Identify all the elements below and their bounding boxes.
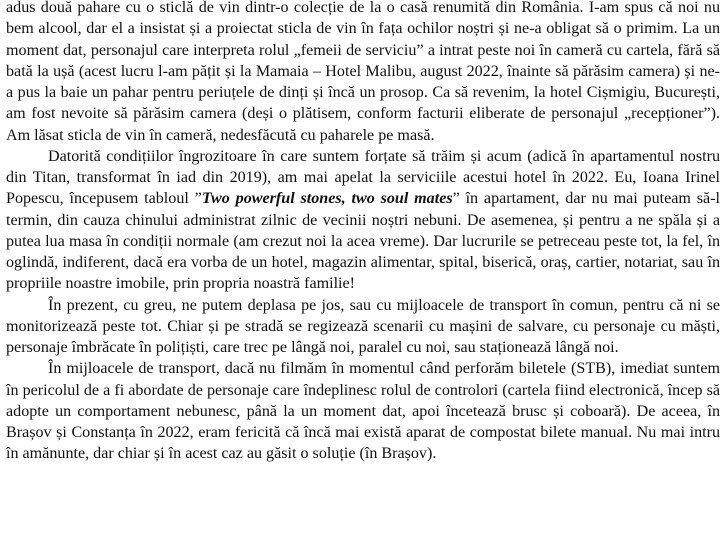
painting-title: Two powerful stones, two soul mates (201, 190, 453, 208)
paragraph-hotel-cismigiu: adus două pahare cu o sticlă de vin dintr-o colecție de la o casă renumită din România. I-am spus că noi nu bem alcool, dar el a insistat și a proiectat sticla de vin în fața ochilor noștri și ne-a obligat să o primim. La un moment dat, personajul care interpreta rolul „femeii de serviciu” a intrat peste noi în cameră cu cartela, fără să bată la ușă (acest lucru l-am pățit și la Mamaia – Hotel Malibu, august 2022, înainte să părăsim camera) și ne-a pus la baie un pahar pentru periuțele de dinți și încă un prosop. Ca să revenim, la hotel Cișmigiu, București, am fost nevoite să părăsim camera (deși o plătisem, conform facturii eliberate de personajul „recepționer”). Am lăsat sticla de vin în cameră, nedesfăcută cu paharele pe masă. (6, 0, 720, 144)
paragraph-painting-text-before: Datorită condițiilor îngrozitoare în care suntem forțate să trăim și acum (adică în apartamentul nostru din Titan, transformat în iad din 2019), am mai apelat la serviciile acestui hotel în 2022. Eu, Ioana Irinel Popescu, începusem tabloul ” (6, 147, 720, 208)
paragraph-painting (6, 146, 720, 295)
paragraph-painting-text-after: ” în apartament, dar nu mai puteam să-l termin, din cauza chinului administrat zilnic de vecinii noștri nebuni. De asemenea, și pentru a ne spăla și a putea lua masa în condiții normale (am crezut noi la acea vreme). Dar lucrurile se petreceau peste tot, la fel, în oglindă, indiferent, dacă era vorba de un hotel, magazin alimentar, spital, biserică, oraș, cartier, notariat, sau în propriile noastre imobile, prin propria noastră familie! (6, 190, 720, 293)
paragraph-transport: În mijloacele de transport, dacă nu filmăm în momentul când perforăm biletele (STB), imediat suntem în pericolul de a fi abordate de personaje care îndeplinesc rolul de controlori (cartela fiind electronică, încep să adopte un comportament nebunesc, până la un moment dat, apoi încetează brusc și coboară). De aceea, în Brașov și Constanța în 2022, eram fericită că încă mai există aparat de compostat bilete manual. Nu mai intru în amănunte, dar chiar și în acest caz au găsit o soluție (în Brașov). (6, 360, 720, 463)
paragraph-monitoring: În prezent, cu greu, ne putem deplasa pe jos, sau cu mijloacele de transport în comun, pentru că ni se monitorizează peste tot. Chiar și pe stradă se regizează scenarii cu mașini de salvare, cu personaje cu măști, personaje îmbrăcate în polițiști, care trec pe lângă noi, paralel cu noi, sau staționează lângă noi. (6, 296, 720, 356)
